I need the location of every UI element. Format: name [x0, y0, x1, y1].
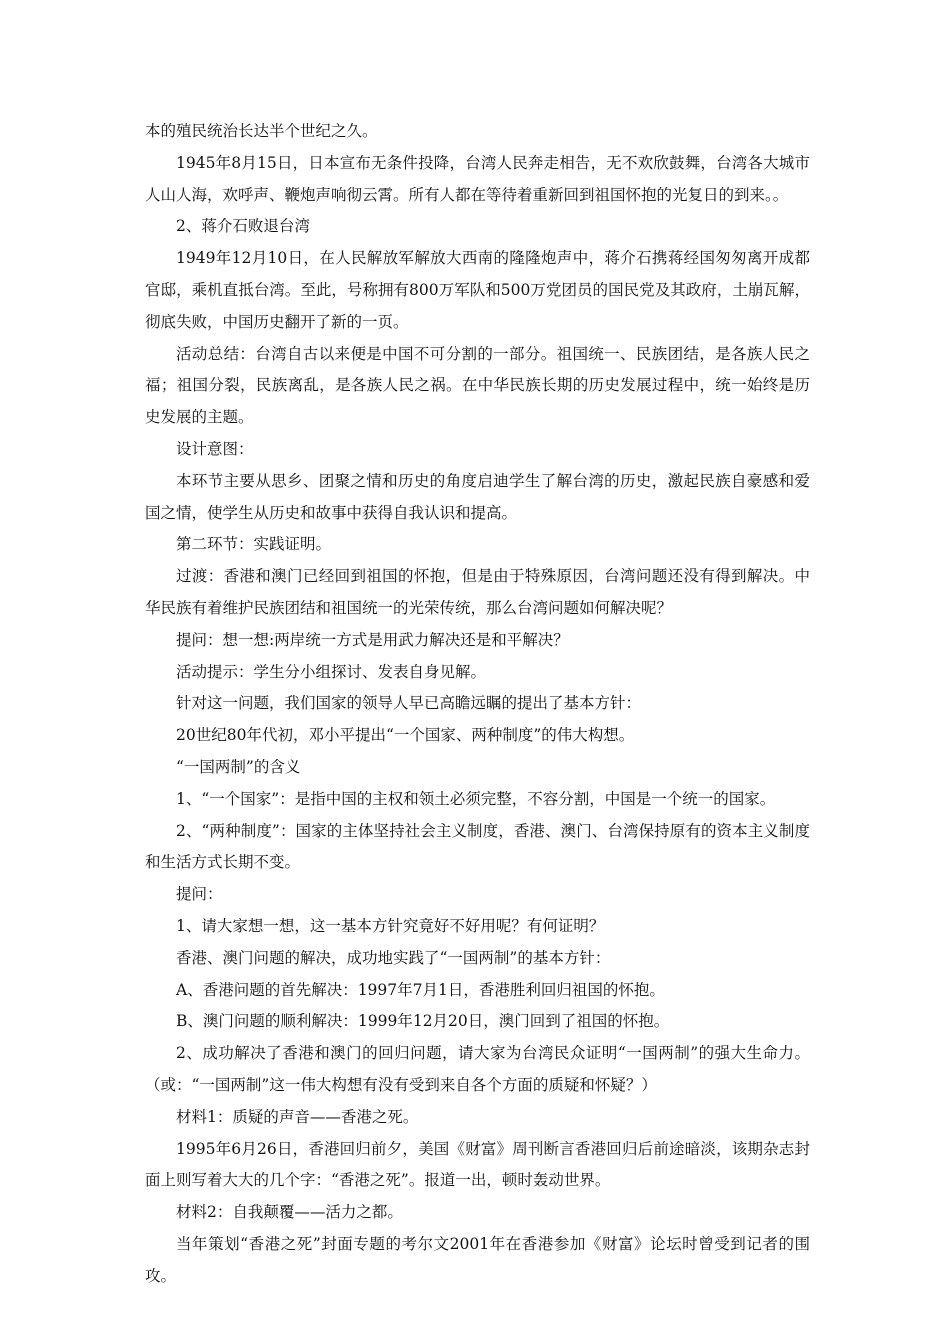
paragraph: 活动总结：台湾自古以来便是中国不可分割的一部分。祖国统一、民族团结，是各族人民之福；祖国分裂，民族离乱，是各族人民之祸。在中华民族长期的历史发展过程中，统一始终是历史发展的主题。 — [145, 344, 810, 427]
paragraph: 提问： — [176, 885, 223, 904]
paragraph: 材料1：质疑的声音——香港之死。 — [176, 1107, 419, 1126]
paragraph: “一国两制”的含义 — [176, 757, 301, 776]
paragraph: 1、“一个国家”：是指中国的主权和领土必须完整，不容分割，中国是一个统一的国家。 — [176, 789, 776, 808]
paragraph: 当年策划“香港之死”封面专题的考尔文2001年在香港参加《财富》论坛时曾受到记者的围攻。 — [145, 1234, 810, 1285]
paragraph: 过渡：香港和澳门已经回到祖国的怀抱，但是由于特殊原因，台湾问题还没有得到解决。中华民族有着维护民族团结和祖国统一的光荣传统，那么台湾问题如何解决呢？ — [145, 567, 810, 617]
paragraph: 本环节主要从思乡、团聚之情和历史的角度启迪学生了解台湾的历史，激起民族自豪感和爱国之情，使学生从历史和故事中获得自我认识和提高。 — [145, 471, 810, 522]
paragraph: 1995年6月26日，香港回归前夕，美国《财富》周刊断言香港回归后前途暗淡，该期杂志封面上则写着大大的几个字：“香港之死”。报道一出，顿时轰动世界。 — [145, 1139, 810, 1190]
paragraph: 提问：想一想:两岸统一方式是用武力解决还是和平解决？ — [176, 630, 569, 649]
paragraph: 第二环节：实践证明。 — [176, 535, 332, 554]
paragraph: 材料2：自我颠覆——活力之都。 — [176, 1203, 403, 1222]
paragraph: 针对这一问题，我们国家的领导人早已高瞻远瞩的提出了基本方针： — [176, 694, 642, 713]
paragraph: A、香港问题的首先解决：1997年7月1日，香港胜利回归祖国的怀抱。 — [176, 980, 665, 999]
paragraph: 1945年8月15日，日本宣布无条件投降，台湾人民奔走相告，无不欢欣鼓舞，台湾各大城市人山人海，欢呼声、鞭炮声响彻云霄。所有人都在等待着重新回到祖国怀抱的光复日的到来。。 — [145, 153, 810, 204]
paragraph: 20世纪80年代初，邓小平提出“一个国家、两种制度”的伟大构想。 — [176, 726, 635, 745]
paragraph: 香港、澳门问题的解决，成功地实践了“一国两制”的基本方针： — [176, 948, 611, 967]
paragraph: 1、请大家想一想，这一基本方针究竟好不好用呢？有何证明？ — [176, 916, 605, 935]
paragraph: 本的殖民统治长达半个世纪之久。 — [145, 122, 378, 140]
paragraph: B、澳门问题的顺利解决：1999年12月20日，澳门回到了祖国的怀抱。 — [176, 1012, 670, 1031]
paragraph: 2、蒋介石败退台湾 — [176, 217, 310, 236]
paragraph: 2、“两种制度”：国家的主体坚持社会主义制度，香港、澳门、台湾保持原有的资本主义制度和生活方式长期不变。 — [145, 821, 810, 872]
paragraph: 设计意图： — [176, 439, 254, 458]
paragraph: 2、成功解决了香港和澳门的回归问题，请大家为台湾民众证明“一国两制”的强大生命力。（或：“一国两制”这一伟大构想有没有受到来自各个方面的质疑和怀疑？） — [145, 1044, 810, 1094]
paragraph: 1949年12月10日，在人民解放军解放大西南的隆隆炮声中，蒋介石携蒋经国匆匆离开成都官邸，乘机直抵台湾。至此，号称拥有800万军队和500万党团员的国民党及其政府，土崩瓦解，彻底失败，中国历史翻开了新的一页。 — [145, 249, 810, 331]
paragraph: 活动提示：学生分小组探讨、发表自身见解。 — [176, 662, 487, 681]
document-body — [145, 116, 810, 1292]
